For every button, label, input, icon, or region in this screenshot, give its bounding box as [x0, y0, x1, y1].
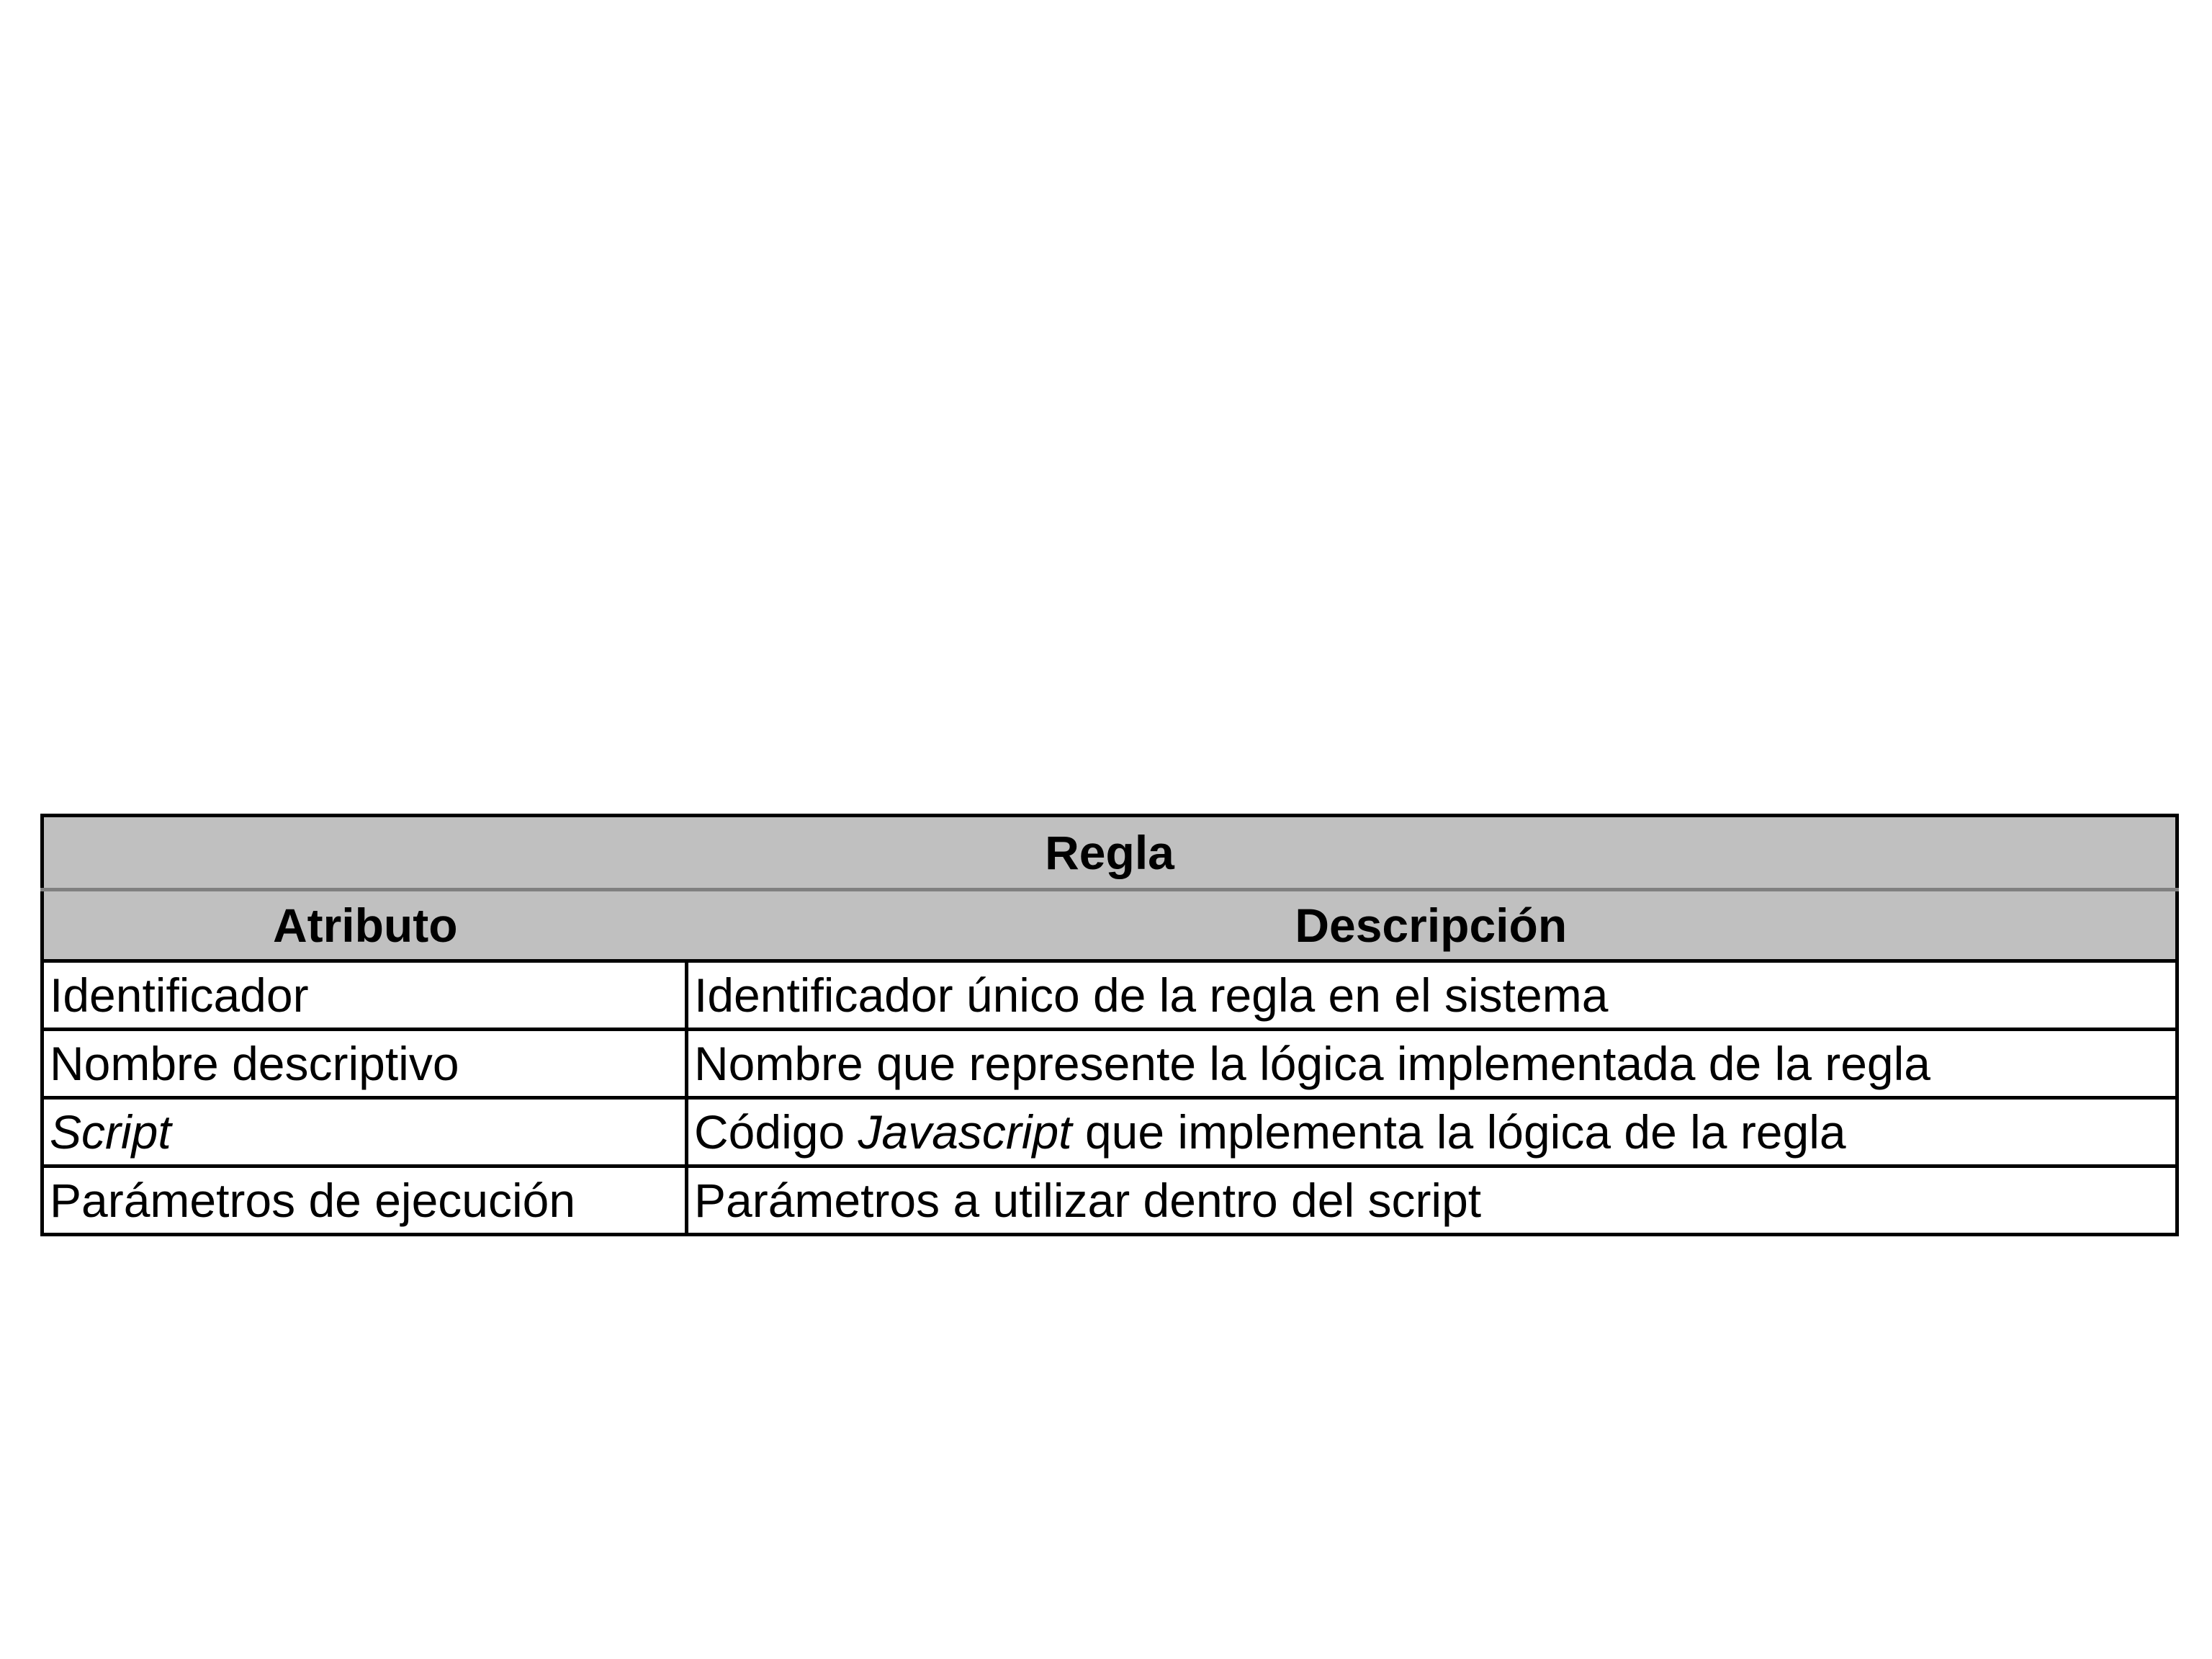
column-header-description: Descripción [687, 890, 2177, 961]
description-cell: Nombre que represente la lógica implementada de la regla [687, 1030, 2177, 1098]
description-text-italic: Javascript [858, 1105, 1072, 1159]
description-cell: Identificador único de la regla en el sistema [687, 961, 2177, 1030]
table-header-row [42, 890, 2177, 961]
table-row [42, 1166, 2177, 1235]
column-header-attribute: Atributo [42, 890, 687, 961]
description-text-start: Código [694, 1105, 858, 1159]
description-cell [687, 1098, 2177, 1166]
table-row [42, 1098, 2177, 1166]
table-title: Regla [42, 816, 2177, 890]
description-cell: Parámetros a utilizar dentro del script [687, 1166, 2177, 1235]
table-row [42, 1030, 2177, 1098]
table-row [42, 961, 2177, 1030]
attribute-cell: Identificador [42, 961, 687, 1030]
rule-attributes-table [40, 814, 2179, 1236]
attribute-cell: Nombre descriptivo [42, 1030, 687, 1098]
table-title-row [42, 816, 2177, 890]
attribute-cell: Script [42, 1098, 687, 1166]
attribute-cell: Parámetros de ejecución [42, 1166, 687, 1235]
description-text-end: que implementa la lógica de la regla [1071, 1105, 1846, 1159]
